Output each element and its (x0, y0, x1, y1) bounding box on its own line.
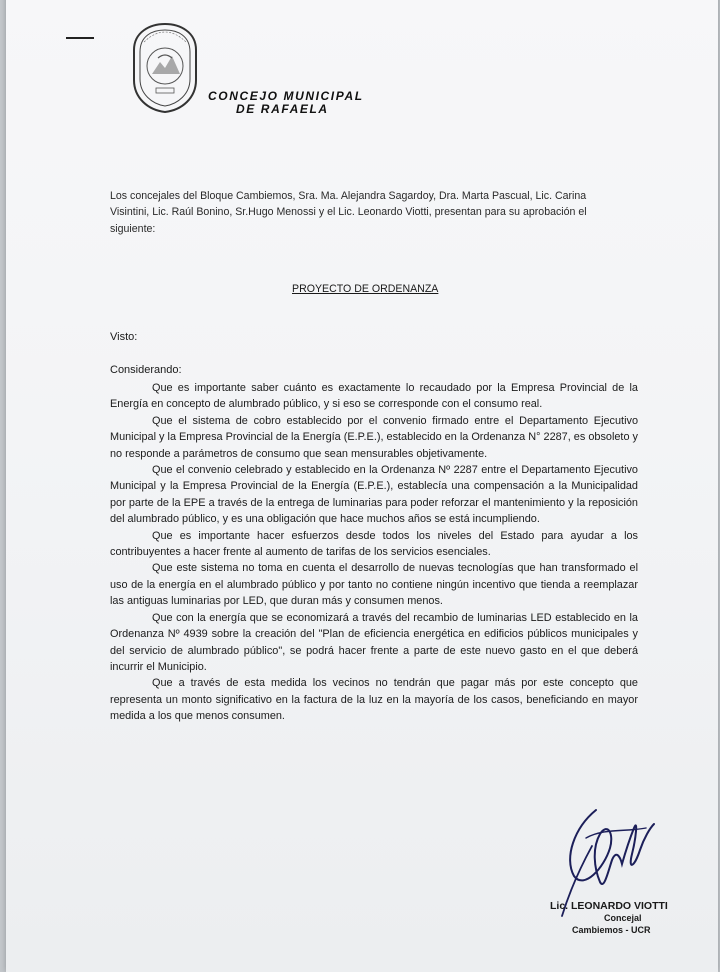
council-heading (208, 90, 364, 116)
paragraph: Que es importante saber cuánto es exactamente lo recaudado por la Empresa Provincial de la Energía en concepto de alumbrado público, y si eso se corresponde con el consumo real. (110, 382, 638, 411)
paragraph: Que el convenio celebrado y establecido en la Ordenanza Nº 2287 entre el Departamento Ejecutivo Municipal y la Empresa Provincial de la Energía (E.P.E.), establecía una compensación a la Municipalidad por parte de la EPE a través de la entrega de luminarias para poder reforzar el mantenimiento y la reposición del alumbrado público, y es una obligación que hace muchos años se está incumpliendo. (110, 464, 638, 526)
council-line-2: DE RAFAELA (236, 102, 329, 116)
council-line-1: CONCEJO MUNICIPAL (208, 89, 364, 103)
intro-paragraph: Los concejales del Bloque Cambiemos, Sra. Ma. Alejandra Sagardoy, Dra. Marta Pascual, Lic. Carina Visintini, Lic. Raúl Bonino, Sr.Hugo Menossi y el Lic. Leonardo Viotti, presentan para su aprobación el siguiente: (110, 190, 587, 235)
signer-name: Lic. LEONARDO VIOTTI (550, 900, 668, 912)
considerando-body (110, 380, 638, 725)
paragraph: Que es importante hacer esfuerzos desde todos los niveles del Estado para ayudar a los contribuyentes a hacer frente al aumento de tarifas de los servicios esenciales. (110, 529, 638, 559)
paragraph: Que este sistema no toma en cuenta el desarrollo de nuevas tecnologías que han transformado el uso de la energía en el alumbrado público y por tanto no contiene ningún incentivo que tienda a reemplazar las antiguas luminarias por LED, que duran más y consumen menos. (110, 562, 638, 608)
paragraph: Que con la energía que se economizará a través del recambio de luminarias LED establecido en la Ordenanza Nº 4939 sobre la creación del "Plan de eficiencia energética en edificios públicos municipales y del servicio de alumbrado público", se podrá hacer frente a parte de este nuevo gasto en el que deberá incurrir el Municipio. (110, 611, 638, 673)
considerando-label: Considerando: (110, 364, 182, 376)
page-mark-dash (66, 37, 94, 39)
paragraph: Que el sistema de cobro establecido por el convenio firmado entre el Departamento Ejecutivo Municipal y la Empresa Provincial de la Energía (E.P.E.), establecido en la Ordenanza N° 2287, es obsoleto y no responde a parámetros de consumo que sean mensurables objetivamente. (110, 414, 638, 460)
signer-bloc: Cambiemos - UCR (572, 925, 651, 935)
paragraph: Que a través de esta medida los vecinos no tendrán que pagar más por este concepto que representa un monto significativo en la factura de la luz en la mayoría de los casos, beneficiando en mayor medida a los que menos consumen. (110, 677, 638, 723)
visto-label: Visto: (110, 331, 138, 343)
signer-role: Concejal (604, 913, 642, 923)
signature-block (550, 900, 668, 936)
document-page (6, 0, 718, 972)
municipal-seal-icon (130, 22, 200, 114)
document-title: PROYECTO DE ORDENANZA (292, 283, 439, 295)
